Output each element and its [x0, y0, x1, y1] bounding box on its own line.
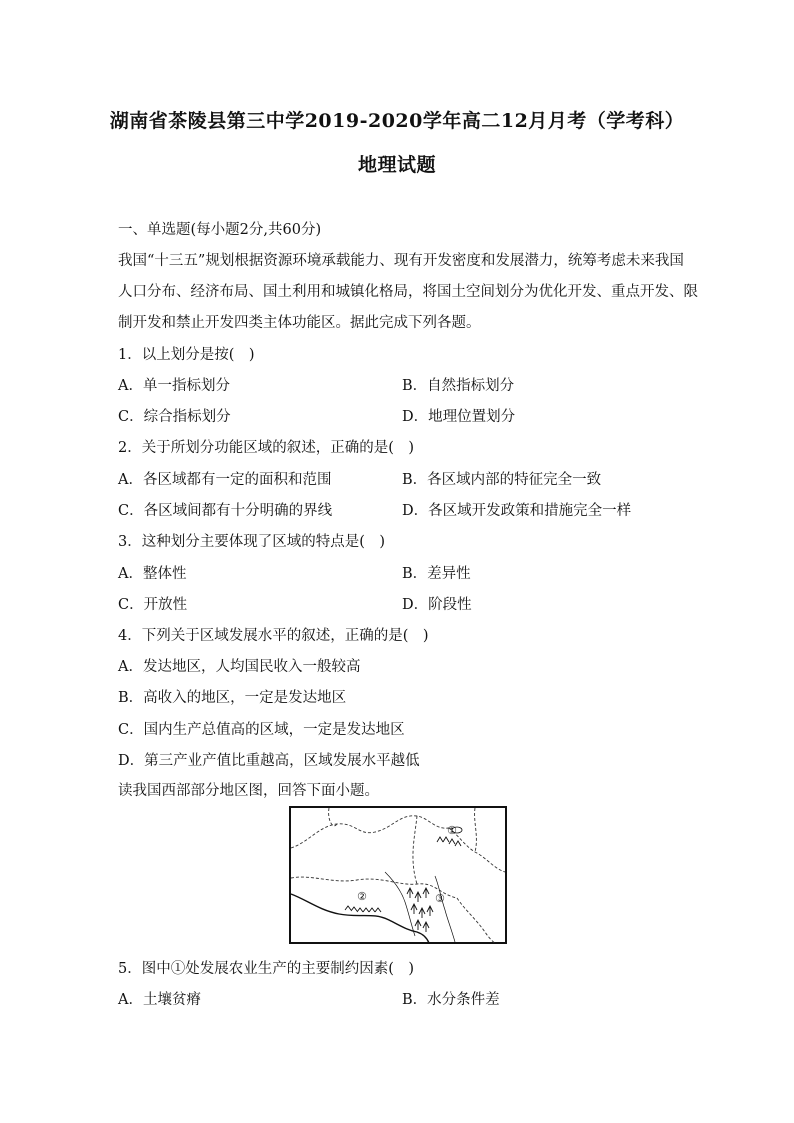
question-2-stem: 2．关于所划分功能区域的叙述，正确的是( ) [118, 440, 415, 456]
question-2-option-a: A．各区域都有一定的面积和范围 [118, 472, 332, 488]
question-4-option-a: A．发达地区，人均国民收入一般较高 [118, 659, 361, 675]
map-marker-1: ① [447, 824, 457, 837]
question-3-option-c: C．开放性 [118, 597, 188, 613]
question-4-option-d: D．第三产业产值比重越高，区域发展水平越低 [118, 753, 420, 769]
question-3-option-d: D．阶段性 [402, 597, 472, 613]
question-1-option-b: B．自然指标划分 [402, 378, 515, 394]
question-2-option-b: B．各区域内部的特征完全一致 [402, 472, 602, 488]
question-5-stem: 5．图中①处发展农业生产的主要制约因素( ) [118, 961, 415, 977]
intro-line-1: 我国“十三五”规划根据资源环境承载能力、现有开发密度和发展潜力，统筹考虑未来我国 [118, 253, 684, 269]
intro-line-2: 人口分布、经济布局、国土利用和城镇化格局，将国土空间划分为优化开发、重点开发、限 [118, 284, 698, 300]
exam-title: 湖南省茶陵县第三中学2019-2020学年高二12月月考（学考科） [109, 110, 685, 132]
question-1-option-a: A．单一指标划分 [118, 378, 230, 394]
question-1-option-c: C．综合指标划分 [118, 409, 231, 425]
exam-subject: 地理试题 [357, 154, 436, 176]
map-frame [290, 807, 506, 943]
question-5-option-b: B．水分条件差 [402, 992, 500, 1008]
question-1-option-d: D．地理位置划分 [402, 409, 516, 425]
section-heading: 一、单选题(每小题2分,共60分) [118, 222, 322, 238]
western-china-map [289, 806, 507, 944]
question-3-stem: 3．这种划分主要体现了区域的特点是( ) [118, 534, 386, 550]
question-4-option-c: C．国内生产总值高的区域，一定是发达地区 [118, 722, 405, 738]
question-2-option-c: C．各区域间都有十分明确的界线 [118, 503, 333, 519]
intro-line-3: 制开发和禁止开发四类主体功能区。据此完成下列各题。 [118, 315, 481, 331]
question-2-option-d: D．各区域开发政策和措施完全一样 [402, 503, 632, 519]
question-3-option-b: B．差异性 [402, 566, 471, 582]
map-marker-3: ③ [435, 892, 445, 905]
map-intro: 读我国西部部分地区图，回答下面小题。 [118, 783, 379, 799]
question-4-stem: 4．下列关于区域发展水平的叙述，正确的是( ) [118, 628, 429, 644]
map-marker-2: ② [357, 890, 367, 903]
question-5-option-a: A．土壤贫瘠 [118, 992, 201, 1008]
question-3-option-a: A．整体性 [118, 566, 187, 582]
question-1-stem: 1．以上划分是按( ) [118, 347, 255, 363]
question-4-option-b: B．高收入的地区，一定是发达地区 [118, 690, 347, 706]
